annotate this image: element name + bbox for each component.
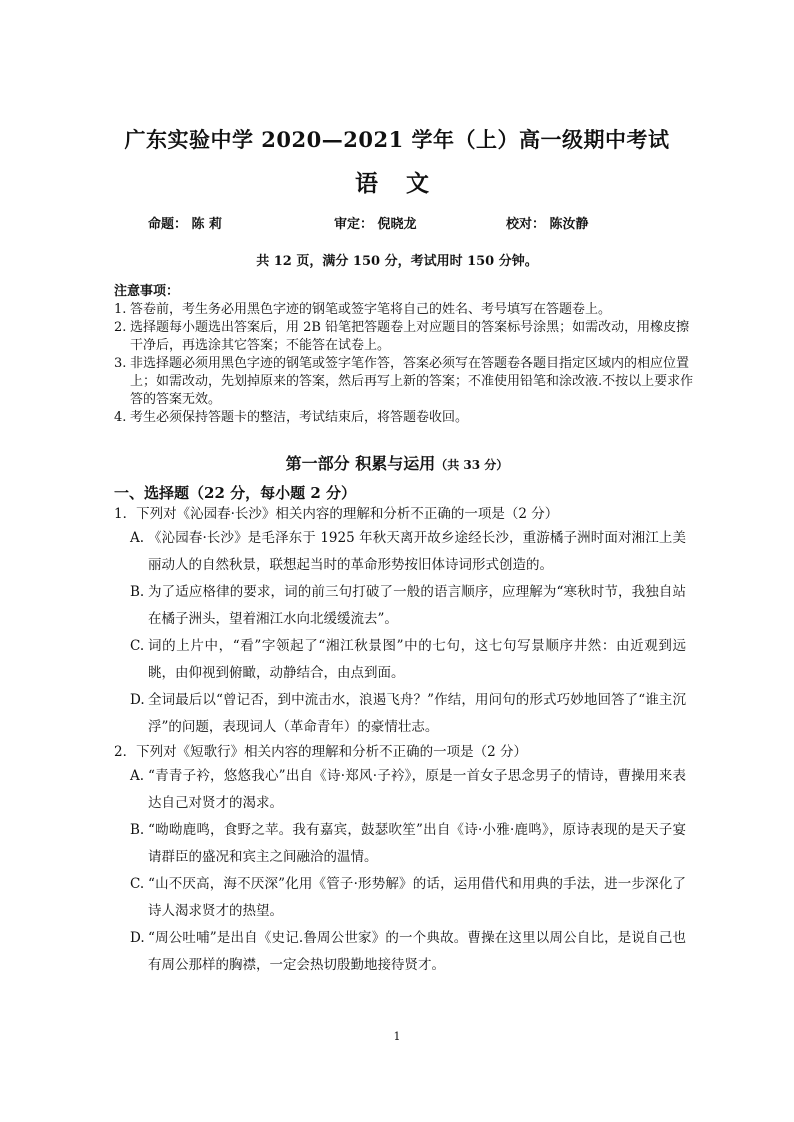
note-number: 3.	[114, 356, 127, 371]
note-text: 答卷前，考生务必用黑色字迹的钢笔或签字笔将自己的姓名、考号填写在答题卷上。	[130, 302, 612, 317]
option-letter: D.	[130, 930, 145, 946]
section-heading: 一、选择题（22 分，每小题 2 分）	[114, 484, 356, 502]
staff-row	[148, 213, 668, 233]
part-points: （共 33 分）	[435, 458, 509, 472]
part-heading	[0, 451, 794, 474]
note-item	[114, 301, 694, 319]
option-letter: C.	[130, 876, 145, 892]
option-c	[120, 871, 686, 925]
option-letter: D.	[130, 692, 145, 708]
option-b	[120, 579, 686, 633]
option-text: 《沁园春·长沙》是毛泽东于 1925 年秋天离开故乡途经长沙，重游橘子洲时面对湘江上美丽动人的自然秋景，联想起当时的革命形势按旧体诗词形式创造的。	[148, 530, 686, 573]
questions-block	[114, 503, 686, 979]
option-b	[120, 817, 686, 871]
option-c	[120, 633, 686, 687]
option-letter: A.	[130, 530, 145, 546]
part-title: 第一部分 积累与运用	[285, 454, 436, 473]
note-number: 4.	[114, 410, 127, 425]
option-letter: A.	[130, 768, 145, 784]
subject-title: 语 文	[354, 170, 439, 197]
option-text: 词的上片中，“看”字领起了“湘江秋景图”中的七句，这七句写景顺序井然：由近观到远眺，由仰视到俯瞰，动静结合，由点到面。	[148, 638, 686, 681]
note-item	[114, 409, 694, 427]
note-text: 选择题每小题选出答案后，用 2B 铅笔把答题卷上对应题目的答案标号涂黑；如需改动，用橡皮擦干净后，再选涂其它答案；不能答在试卷上。	[130, 320, 690, 353]
proofreader-credit: 校对： 陈汝静	[506, 217, 589, 232]
exam-info: 共 12 页，满分 150 分，考试用时 150 分钟。	[256, 254, 538, 269]
option-d	[120, 687, 686, 741]
note-number: 2.	[114, 320, 127, 335]
option-text: “青青子衿，悠悠我心”出自《诗·郑风·子衿》，原是一首女子思念男子的情诗，曹操用来表达自己对贤才的渴求。	[148, 768, 686, 811]
option-text: “山不厌高，海不厌深”化用《管子·形势解》的话，运用借代和用典的手法，进一步深化了诗人渴求贤才的热望。	[148, 876, 686, 919]
notes-block	[114, 283, 694, 427]
question-1	[114, 503, 686, 741]
option-a	[120, 525, 686, 579]
option-text: “呦呦鹿鸣，食野之苹。我有嘉宾，鼓瑟吹笙”出自《诗·小雅·鹿鸣》，原诗表现的是天子宴请群臣的盛况和宾主之间融洽的温情。	[148, 822, 686, 865]
option-letter: B.	[130, 584, 145, 600]
exam-title: 广东实验中学 2020—2021 学年（上）高一级期中考试	[124, 127, 670, 152]
note-item	[114, 319, 694, 355]
note-number: 1.	[114, 302, 127, 317]
question-stem: 2．下列对《短歌行》相关内容的理解和分析不正确的一项是（2 分）	[114, 744, 527, 760]
reviewer-credit: 审定： 倪晓龙	[334, 217, 417, 232]
option-text: 为了适应格律的要求，词的前三句打破了一般的语言顺序，应理解为“寒秋时节，我独自站在橘子洲头，望着湘江水向北缓缓流去”。	[148, 584, 686, 627]
note-text: 考生必须保持答题卡的整洁，考试结束后，将答题卷收回。	[130, 410, 469, 425]
option-d	[120, 925, 686, 979]
option-text: 全词最后以“曾记否，到中流击水，浪遏飞舟？”作结，用问句的形式巧妙地回答了“谁主沉浮”的问题，表现词人（革命青年）的豪情壮志。	[148, 692, 686, 735]
option-a	[120, 763, 686, 817]
author-credit: 命题： 陈 莉	[148, 217, 223, 232]
option-letter: C.	[130, 638, 145, 654]
note-item	[114, 355, 694, 409]
page-number: 1	[393, 1030, 401, 1043]
option-letter: B.	[130, 822, 145, 838]
notes-heading: 注意事项：	[114, 284, 180, 299]
question-2	[114, 741, 686, 979]
note-text: 非选择题必须用黑色字迹的钢笔或签字笔作答，答案必须写在答题卷各题目指定区域内的相应位置上；如需改动，先划掉原来的答案，然后再写上新的答案；不准使用铅笔和涂改液.不按以上要求作答的答案无效。	[130, 356, 694, 407]
question-stem: 1．下列对《沁园春·长沙》相关内容的理解和分析不正确的一项是（2 分）	[114, 506, 559, 522]
option-text: “周公吐哺”是出自《史记.鲁周公世家》的一个典故。曹操在这里以周公自比，是说自己也有周公那样的胸襟，一定会热切殷勤地接待贤才。	[148, 930, 686, 973]
